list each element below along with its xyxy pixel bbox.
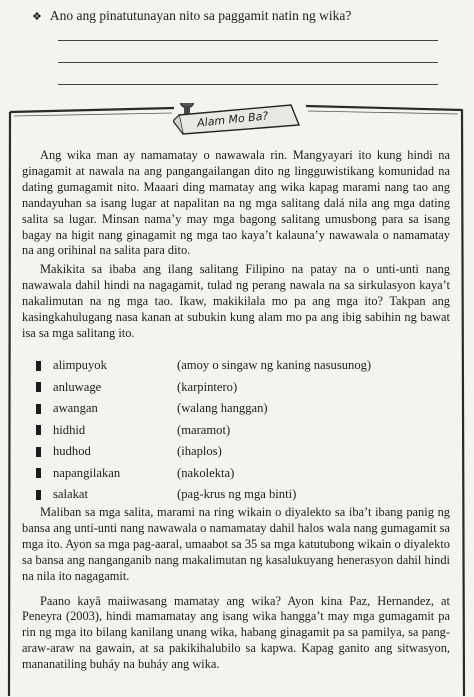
list-item	[36, 377, 456, 399]
list-item	[36, 463, 456, 485]
square-bullet-icon	[36, 404, 41, 414]
pushpin-icon	[180, 103, 194, 114]
word: hudhod	[53, 444, 91, 459]
word: salakat	[53, 487, 88, 502]
meaning: (nakolekta)	[177, 465, 235, 480]
paragraph: Makikita sa ibaba ang ilang salitang Filipino na patay na o unti-unti nang nawawala dahil hindi na nagagamit, tulad ng perang nawala na sa sirkulasyon kaya’t nakalimutan na ng mga tao. Ikaw, makikilala mo pa ang mga ito? Takpan ang kasingkahulugang nasa kanan at subukin kung alam mo pa ang ibig sabihin ng bawat isa sa mga salitang ito.	[22, 262, 450, 340]
answer-line[interactable]	[58, 84, 438, 85]
closing-text	[22, 505, 450, 673]
square-bullet-icon	[36, 468, 41, 478]
list-item	[36, 398, 456, 420]
question	[32, 8, 351, 24]
word: napangilakan	[53, 465, 121, 480]
answer-line[interactable]	[58, 62, 438, 63]
square-bullet-icon	[36, 361, 41, 371]
square-bullet-icon	[36, 490, 41, 500]
answer-line[interactable]	[58, 40, 438, 41]
word: anluwage	[53, 379, 102, 394]
question-text: Ano ang pinatutunayan nito sa paggamit natin ng wika?	[49, 8, 352, 23]
meaning: (maramot)	[177, 422, 231, 437]
list-item	[36, 420, 456, 442]
meaning: (karpintero)	[177, 379, 238, 394]
intro-text	[22, 148, 450, 342]
meaning: (ihaplos)	[177, 444, 222, 459]
word-list	[36, 355, 456, 506]
word: alimpuyok	[53, 358, 107, 373]
square-bullet-icon	[36, 425, 41, 435]
square-bullet-icon	[36, 382, 41, 392]
paragraph: Maliban sa mga salita, marami na ring wikain o diyalekto sa iba’t ibang panig ng bansa ang unti-unti nang nawawala o namamatay dahil halos wala nang gumagamit sa mga ito. Ayon sa mga pag-aaral, umaabot sa 35 sa mga katutubong wikain o diyalekto sa bansa ang nanganganib nang makalimutan ng kasalukuyang henerasyon dahil hindi na nila ito nagagamit.	[22, 505, 450, 583]
list-item	[36, 355, 456, 377]
meaning: (walang hanggan)	[177, 401, 268, 416]
banner-title: Alam Mo Ba?	[196, 109, 269, 130]
star-bullet-icon: ❖	[32, 10, 42, 23]
list-item	[36, 441, 456, 463]
meaning: (pag-krus ng mga binti)	[177, 487, 297, 502]
word: hidhid	[53, 422, 86, 437]
square-bullet-icon	[36, 447, 41, 457]
paragraph: Paano kayâ maiiwasang mamatay ang wika? Ayon kina Paz, Hernandez, at Peneyra (2003), hindi mamamatay ang isang wika hangga’t may mga gumagamit pa rin ng mga ito bilang kanilang unang wika, habang ginagamit pa sa pamilya, sa pang-araw-araw na gawain, at sa pakikihalubilo sa kapwa. Kapag ganito ang sitwasyon, mananatiling buháy na buháy ang wika.	[22, 593, 450, 672]
paragraph: Ang wika man ay namamatay o nawawala rin. Mangyayari ito kung hindi na ginagamit at nawala na ang pangangailangan dito ng lingguwistikang komunidad na dating gumagamit nito. Maaari ding mamatay ang wika kapag marami nang tao ang nandayuhan sa isang lugar at napalitan na ng mga salitang dalá nila ang mga dating salita sa lugar. Minsan nama’y may mga bagong salitang umusbong para sa isang bagay na higit nang ginagamit ng mga tao kaya’t kalauna’y nawawala o namamatay na ang orihinal na salita para dito.	[22, 148, 450, 258]
list-item	[36, 484, 456, 506]
meaning: (amoy o singaw ng kaning nasusunog)	[177, 358, 372, 373]
word: awangan	[53, 401, 98, 416]
